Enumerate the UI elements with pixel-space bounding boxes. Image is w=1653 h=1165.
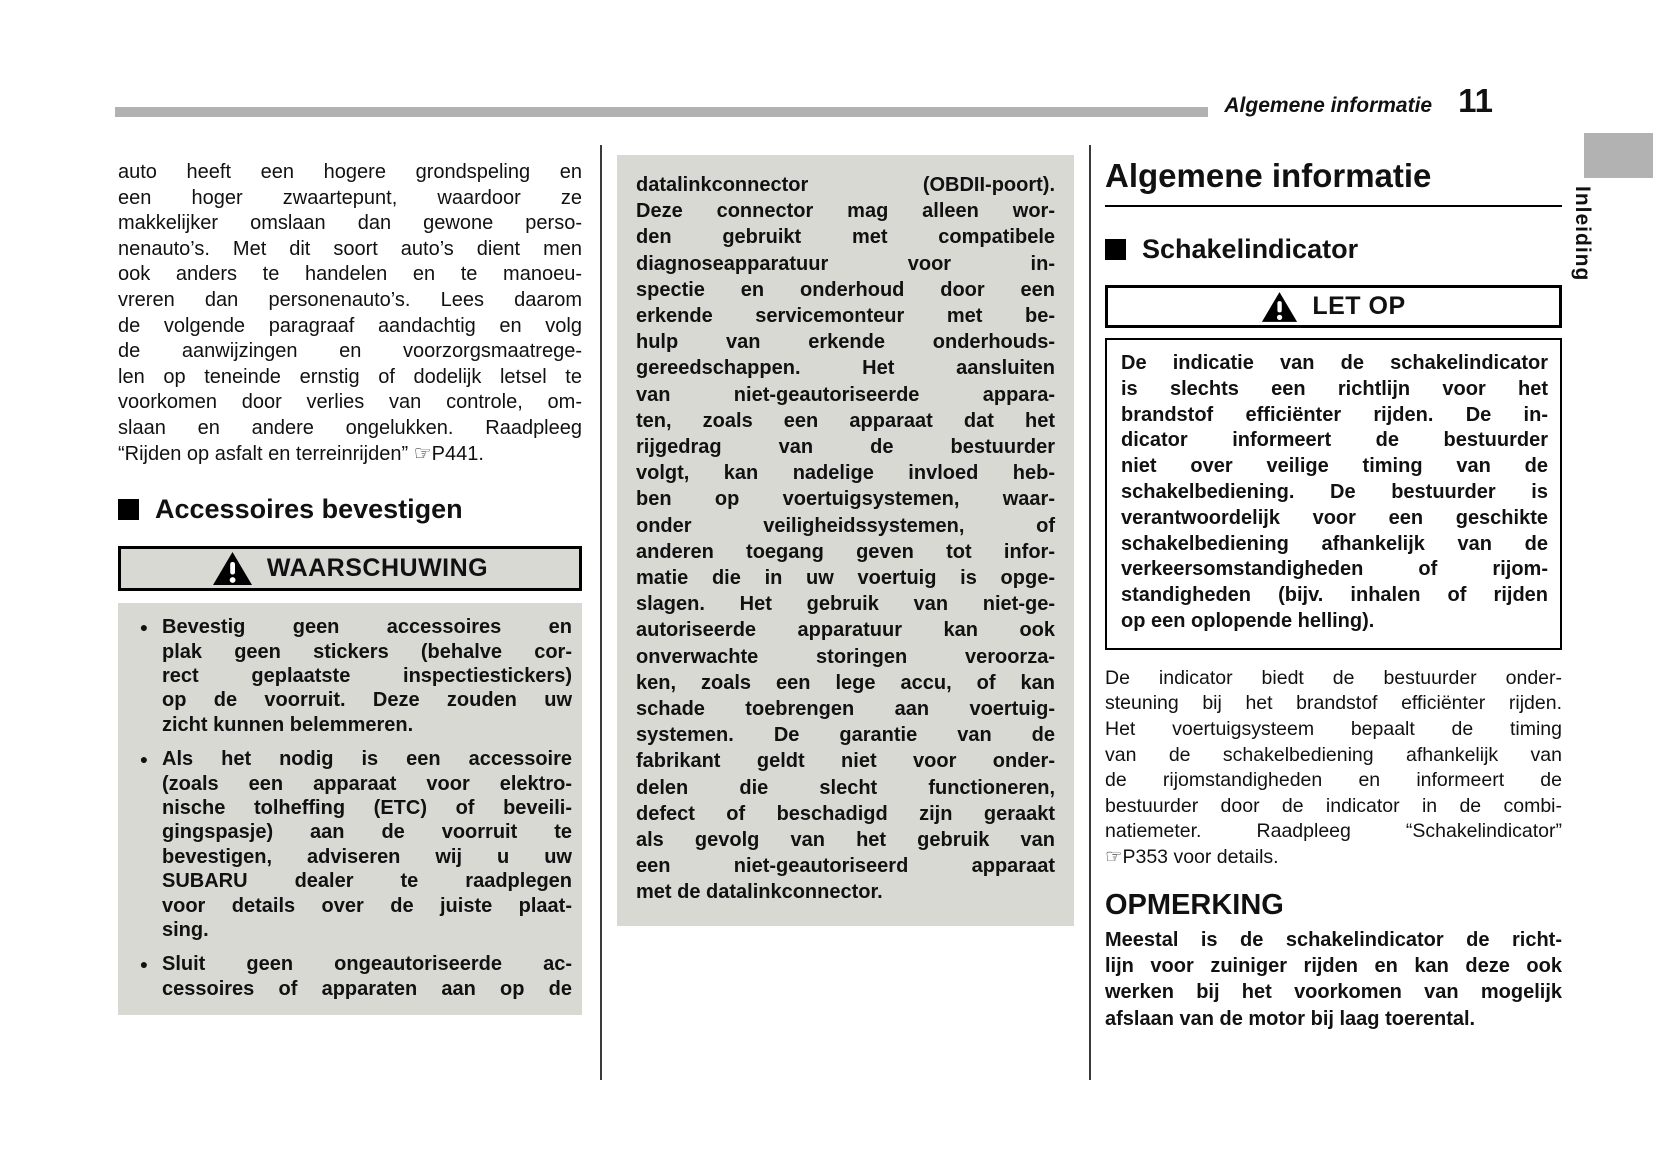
text-line: voorkomen door verlies van controle, om- bbox=[118, 391, 582, 414]
text-line: schade toebrengen aan voertuig- bbox=[636, 698, 1055, 721]
right-column bbox=[1105, 155, 1562, 1032]
caution-box-body bbox=[1105, 338, 1562, 650]
section-square-icon bbox=[118, 499, 139, 520]
text-line: slaan en andere ongelukken. Raadpleeg bbox=[118, 416, 582, 439]
text-line: makkelijker omslaan dan gewone perso- bbox=[118, 212, 582, 235]
text-line: Deze connector mag alleen wor- bbox=[636, 200, 1055, 223]
text-line: “Rijden op asfalt en terreinrijden” ☞P441. bbox=[118, 442, 484, 465]
text-line: sing. bbox=[162, 919, 209, 941]
bullet-text bbox=[162, 747, 572, 942]
text-line: ken, zoals een lege accu, of kan bbox=[636, 671, 1055, 694]
text-line: erkende servicemonteur met be- bbox=[636, 305, 1055, 328]
section-heading-text: Accessoires bevestigen bbox=[155, 494, 463, 525]
chapter-tab-label: Inleiding bbox=[1571, 186, 1594, 282]
text-line: nische tolheffing (ETC) of beveili- bbox=[162, 796, 572, 819]
text-line: verantwoordelijk voor een geschikte bbox=[1121, 506, 1548, 529]
bullet-text bbox=[162, 615, 572, 737]
text-line: is slechts een richtlijn voor het bbox=[1121, 377, 1548, 400]
text-line: den gebruikt met compatibele bbox=[636, 226, 1055, 249]
text-line: volgt, kan nadelige invloed heb- bbox=[636, 462, 1055, 485]
text-line: auto heeft een hogere grondspeling en bbox=[118, 161, 582, 183]
text-line: vreren dan personenauto’s. Lees daarom bbox=[118, 288, 582, 311]
text-line: de rijomstandigheden en informeert de bbox=[1105, 769, 1562, 792]
text-line: op de voorruit. Deze zouden uw bbox=[162, 689, 572, 712]
text-line: zicht kunnen belemmeren. bbox=[162, 713, 414, 736]
obd-notice-text bbox=[636, 172, 1055, 906]
text-line: niet over veilige timing van de bbox=[1121, 455, 1548, 478]
warning-triangle-icon bbox=[212, 551, 253, 586]
text-line: een niet-geautoriseerd apparaat bbox=[636, 855, 1055, 878]
chapter-tab-marker bbox=[1584, 133, 1653, 178]
text-line: slagen. Het gebruik van niet-ge- bbox=[636, 593, 1055, 616]
text-line: len op teneinde ernstig of dodelijk letsel te bbox=[118, 365, 582, 388]
warning-box-body bbox=[118, 603, 582, 1015]
text-line: matie die in uw voertuig is opge- bbox=[636, 567, 1055, 590]
text-line: op een oplopende helling). bbox=[1121, 609, 1375, 632]
text-line: Meestal is de schakelindicator de richt- bbox=[1105, 928, 1562, 951]
obd-notice-panel bbox=[617, 155, 1074, 926]
text-line: ben op voertuigsystemen, waar- bbox=[636, 488, 1055, 511]
text-line: afslaan van de motor bij laag toerental. bbox=[1105, 1007, 1476, 1030]
text-line: met de datalinkconnector. bbox=[636, 881, 883, 904]
chapter-title: Algemene informatie bbox=[1105, 155, 1562, 207]
text-line: systemen. De garantie van de bbox=[636, 724, 1055, 747]
indicator-paragraph bbox=[1105, 666, 1562, 871]
bullet-dot-icon: ● bbox=[139, 751, 149, 768]
text-line: bestuurder door de indicator in de combi- bbox=[1105, 794, 1562, 817]
text-line: Sluit geen ongeautoriseerde ac- bbox=[162, 953, 572, 976]
caution-box-header bbox=[1105, 285, 1562, 328]
note-text bbox=[1105, 927, 1562, 1033]
text-line: ten, zoals een apparaat dat het bbox=[636, 409, 1055, 432]
text-line: anderen toegang geven tot infor- bbox=[636, 540, 1055, 563]
text-line: ook anders te handelen en te manoeu- bbox=[118, 263, 582, 286]
text-line: schakelbediening. De bestuurder is bbox=[1121, 480, 1548, 503]
text-line: onder veiligheidssystemen, of bbox=[636, 514, 1055, 537]
caution-box-text bbox=[1121, 351, 1548, 635]
text-line: rect geplaatste inspectiestickers) bbox=[162, 664, 572, 687]
text-line: werken bij het voorkomen van mogelijk bbox=[1105, 981, 1562, 1004]
caution-box-title: LET OP bbox=[1312, 292, 1406, 320]
text-line: voor details over de juiste plaat- bbox=[162, 894, 572, 917]
text-line: nenauto’s. Met dit soort auto’s dient men bbox=[118, 237, 582, 260]
text-line: ☞P353 voor details. bbox=[1105, 845, 1279, 868]
text-line: de aanwijzingen en voorzorgsmaatrege- bbox=[118, 340, 582, 363]
warning-triangle-icon bbox=[1261, 291, 1298, 323]
text-line: standigheden (bijv. inhalen of rijden bbox=[1121, 584, 1548, 607]
text-line: datalinkconnector (OBDII-poort). bbox=[636, 174, 1055, 196]
left-column bbox=[118, 160, 582, 1015]
text-line: Bevestig geen accessoires en bbox=[162, 616, 572, 639]
note-title: OPMERKING bbox=[1105, 888, 1284, 921]
warning-bullet-item bbox=[126, 747, 572, 942]
header-section-title: Algemene informatie bbox=[1208, 92, 1444, 122]
section-heading-schakelindicator bbox=[1105, 234, 1562, 265]
text-line: onverwachte storingen veroorza- bbox=[636, 645, 1055, 668]
bullet-dot-icon: ● bbox=[139, 619, 149, 636]
section-heading-accessoires bbox=[118, 494, 582, 525]
page-header bbox=[115, 82, 1495, 122]
text-line: lijn voor zuiniger rijden en kan deze ook bbox=[1105, 954, 1562, 977]
text-line: steuning bij het brandstof efficiënter rijden. bbox=[1105, 692, 1562, 715]
section-heading-text: Schakelindicator bbox=[1142, 234, 1359, 264]
warning-box-title: WAARSCHUWING bbox=[266, 554, 489, 583]
warning-box-header bbox=[118, 546, 582, 591]
text-line: een hoger zwaartepunt, waardoor ze bbox=[118, 186, 582, 209]
text-line: cessoires of apparaten aan op de bbox=[162, 977, 572, 1000]
text-line: rijgedrag van de bestuurder bbox=[636, 436, 1055, 459]
text-line: De indicatie van de schakelindicator bbox=[1121, 352, 1548, 374]
text-line: gereedschappen. Het aansluiten bbox=[636, 357, 1055, 380]
text-line: hulp van erkende onderhouds- bbox=[636, 331, 1055, 354]
text-line: diagnoseapparatuur voor in- bbox=[636, 252, 1055, 275]
text-line: Als het nodig is een accessoire bbox=[162, 748, 572, 771]
text-line: spectie en onderhoud door een bbox=[636, 278, 1055, 301]
bullet-text bbox=[162, 952, 572, 1001]
column-divider-right bbox=[1089, 145, 1091, 1080]
page-number: 11 bbox=[1444, 82, 1495, 122]
text-line: autoriseerde apparatuur kan ook bbox=[636, 619, 1055, 642]
text-line: brandstof efficiënter rijden. De in- bbox=[1121, 403, 1548, 426]
warning-bullet-item bbox=[126, 952, 572, 1001]
column-divider-left bbox=[600, 145, 602, 1080]
text-line: van niet-geautoriseerde appara- bbox=[636, 383, 1055, 406]
text-line: als gevolg van het gebruik van bbox=[636, 829, 1055, 852]
text-line: schakelbediening afhankelijk van de bbox=[1121, 532, 1548, 555]
text-line: natiemeter. Raadpleeg “Schakelindicator” bbox=[1105, 820, 1562, 843]
text-line: defect of beschadigd zijn geraakt bbox=[636, 802, 1055, 825]
text-line: SUBARU dealer te raadplegen bbox=[162, 870, 572, 893]
text-line: De indicator biedt de bestuurder onder- bbox=[1105, 666, 1562, 689]
text-line: gingspasje) aan de voorruit te bbox=[162, 821, 572, 844]
text-line: (zoals een apparaat voor elektro- bbox=[162, 772, 572, 795]
text-line: fabrikant geldt niet voor onder- bbox=[636, 750, 1055, 773]
text-line: delen die slecht functioneren, bbox=[636, 776, 1055, 799]
text-line: verkeersomstandigheden of rijom- bbox=[1121, 558, 1548, 581]
bullet-dot-icon: ● bbox=[139, 956, 149, 973]
text-line: dicator informeert de bestuurder bbox=[1121, 429, 1548, 452]
text-line: van de schakelbediening afhankelijk van bbox=[1105, 743, 1562, 766]
intro-paragraph bbox=[118, 160, 582, 467]
text-line: de volgende paragraaf aandachtig en volg bbox=[118, 314, 582, 337]
warning-bullet-item bbox=[126, 615, 572, 737]
text-line: bevestigen, adviseren wij u uw bbox=[162, 845, 572, 868]
text-line: Het voertuigsysteem bepaalt de timing bbox=[1105, 717, 1562, 740]
text-line: plak geen stickers (behalve cor- bbox=[162, 640, 572, 663]
section-square-icon bbox=[1105, 239, 1126, 260]
